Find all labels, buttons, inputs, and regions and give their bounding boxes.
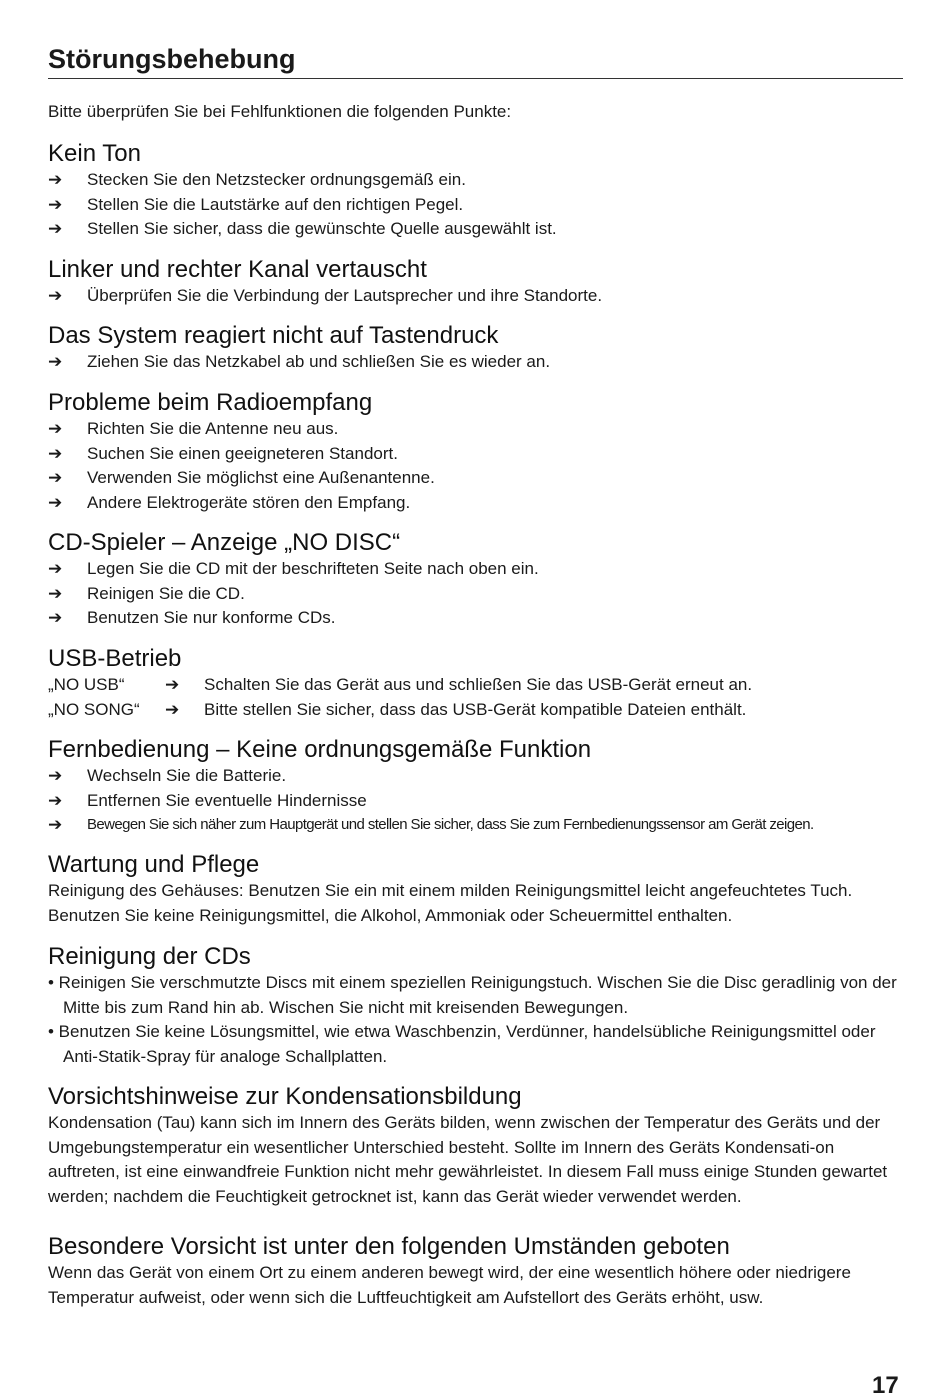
list-item-text: Benutzen Sie nur konforme CDs. — [87, 608, 336, 627]
list-item-text: Entfernen Sie eventuelle Hindernisse — [87, 790, 367, 810]
paragraph: Wenn das Gerät von einem Ort zu einem anderen bewegt wird, der eine wesentlich höhere oder niedrigere Temperatur aufweist, oder wenn sich die Luftfeuchtigkeit am Aufstellort des Geräts erhöht, usw. — [48, 1263, 851, 1307]
list-item — [48, 764, 903, 789]
list-item — [48, 350, 903, 375]
list-item-text: Andere Elektrogeräte stören den Empfang. — [87, 492, 411, 512]
list-item-text: Suchen Sie einen geeigneteren Standort. — [87, 443, 398, 463]
section-fernbedienung — [48, 736, 903, 838]
intro-text: Bitte überprüfen Sie bei Fehlfunktionen die folgenden Punkte: — [48, 102, 512, 121]
list-item — [48, 168, 903, 193]
list-item-text: Legen Sie die CD mit der beschrifteten Seite nach oben ein. — [87, 559, 539, 578]
bullet-item: • Benutzen Sie keine Lösungsmittel, wie etwa Waschbenzin, Verdünner, handelsübliche Reinigungsmittel oder Anti-Statik-Spray für analoge Schallplatten. — [48, 1022, 876, 1066]
section-tastendruck — [48, 322, 903, 375]
section-heading: Probleme beim Radioempfang — [48, 389, 373, 416]
list-item-text: Stellen Sie die Lautstärke auf den richtigen Pegel. — [87, 194, 464, 214]
usb-row-text: Bitte stellen Sie sicher, dass das USB-Gerät kompatible Dateien enthält. — [204, 699, 747, 719]
section-heading: Fernbedienung – Keine ordnungsgemäße Funktion — [48, 736, 592, 763]
list-item — [48, 789, 903, 814]
list-item-text: Wechseln Sie die Batterie. — [87, 766, 287, 785]
arrow-icon: ➔ — [48, 468, 63, 487]
list-item — [48, 557, 903, 582]
arrow-icon: ➔ — [48, 766, 63, 785]
usb-row-text: Schalten Sie das Gerät aus und schließen Sie das USB-Gerät erneut an. — [204, 675, 753, 694]
section-kein-ton — [48, 140, 903, 242]
paragraph-text: : Benutzen Sie ein mit einem milden Reinigungsmittel leicht angefeuchtetes Tuch. Benutzen Sie keine Reinigungsmittel, die Alkohol, Ammoniak oder Scheuermittel enthalten. — [48, 881, 853, 925]
usb-row — [48, 698, 903, 723]
arrow-icon: ➔ — [165, 699, 180, 719]
section-heading: USB-Betrieb — [48, 645, 182, 672]
section-usb — [48, 645, 903, 722]
section-reinigung-cds — [48, 943, 903, 1069]
section-besondere-vorsicht — [48, 1233, 903, 1310]
arrow-icon: ➔ — [48, 492, 63, 512]
section-heading: Reinigung der CDs — [48, 943, 251, 970]
paragraph-label: Reinigung des Gehäuses — [48, 881, 239, 900]
usb-status: „NO USB“ — [48, 675, 125, 694]
section-kondensation — [48, 1083, 903, 1209]
list-item — [48, 417, 903, 442]
list-item — [48, 491, 903, 516]
section-heading: Wartung und Pflege — [48, 851, 260, 878]
arrow-icon: ➔ — [48, 559, 63, 578]
section-radio — [48, 389, 903, 515]
list-item-text: Ziehen Sie das Netzkabel ab und schließen Sie es wieder an. — [87, 352, 551, 371]
usb-status: „NO SONG“ — [48, 699, 140, 719]
list-item-text: Reinigen Sie die CD. — [87, 583, 245, 603]
arrow-icon: ➔ — [48, 352, 63, 371]
section-wartung — [48, 851, 903, 928]
arrow-icon: ➔ — [48, 219, 63, 238]
paragraph — [48, 879, 903, 928]
section-heading: Das System reagiert nicht auf Tastendruck — [48, 322, 499, 349]
list-item — [48, 442, 903, 467]
usb-row — [48, 673, 903, 698]
arrow-icon: ➔ — [48, 815, 63, 834]
arrow-icon: ➔ — [48, 286, 63, 305]
page-title: Störungsbehebung — [48, 44, 903, 79]
list-item — [48, 284, 903, 309]
section-heading: Vorsichtshinweise zur Kondensationsbildung — [48, 1083, 522, 1110]
list-item-text: Überprüfen Sie die Verbindung der Lautsprecher und ihre Standorte. — [87, 286, 603, 305]
list-item-text: Verwenden Sie möglichst eine Außenantenne. — [87, 468, 435, 487]
list-item — [48, 606, 903, 631]
list-item — [48, 193, 903, 218]
section-heading: Besondere Vorsicht ist unter den folgenden Umständen geboten — [48, 1233, 730, 1260]
arrow-icon: ➔ — [48, 194, 63, 214]
list-item-text: Bewegen Sie sich näher zum Hauptgerät und stellen Sie sicher, dass Sie zum Fernbedienungssensor am Gerät zeigen. — [87, 816, 814, 833]
list-item-text: Richten Sie die Antenne neu aus. — [87, 419, 339, 438]
list-item — [48, 813, 903, 838]
page-number: 17 — [872, 1372, 899, 1399]
section-heading: Kein Ton — [48, 140, 141, 167]
arrow-icon: ➔ — [48, 419, 63, 438]
arrow-icon: ➔ — [165, 675, 180, 694]
arrow-icon: ➔ — [48, 790, 63, 810]
list-item — [48, 466, 903, 491]
list-item-text: Stellen Sie sicher, dass die gewünschte Quelle ausgewählt ist. — [87, 219, 557, 238]
arrow-icon: ➔ — [48, 583, 63, 603]
section-heading: Linker und rechter Kanal vertauscht — [48, 256, 427, 283]
section-cd-spieler — [48, 529, 903, 631]
section-heading: CD-Spieler – Anzeige „NO DISC“ — [48, 529, 401, 556]
list-item-text: Stecken Sie den Netzstecker ordnungsgemäß ein. — [87, 170, 466, 189]
arrow-icon: ➔ — [48, 608, 63, 627]
list-item — [48, 582, 903, 607]
list-item — [48, 217, 903, 242]
arrow-icon: ➔ — [48, 443, 63, 463]
section-kanal — [48, 256, 903, 309]
arrow-icon: ➔ — [48, 170, 63, 189]
paragraph: Kondensation (Tau) kann sich im Innern des Geräts bilden, wenn zwischen der Temperatur des Geräts und der Umgebungstemperatur ein wesentlicher Unterschied besteht. Sollte im Innern des Geräts Kondensati-on auftreten, ist eine einwandfreie Funktion nicht mehr gewährleistet. In diesem Fall muss einige Stunden gewartet werden; nachdem die Feuchtigkeit getrocknet ist, kann das Gerät wieder verwendet werden. — [48, 1113, 888, 1206]
bullet-item: • Reinigen Sie verschmutzte Discs mit einem speziellen Reinigungstuch. Wischen Sie die Disc geradlinig von der Mitte bis zum Rand hin ab. Wischen Sie nicht mit kreisenden Bewegungen. — [48, 973, 897, 1017]
